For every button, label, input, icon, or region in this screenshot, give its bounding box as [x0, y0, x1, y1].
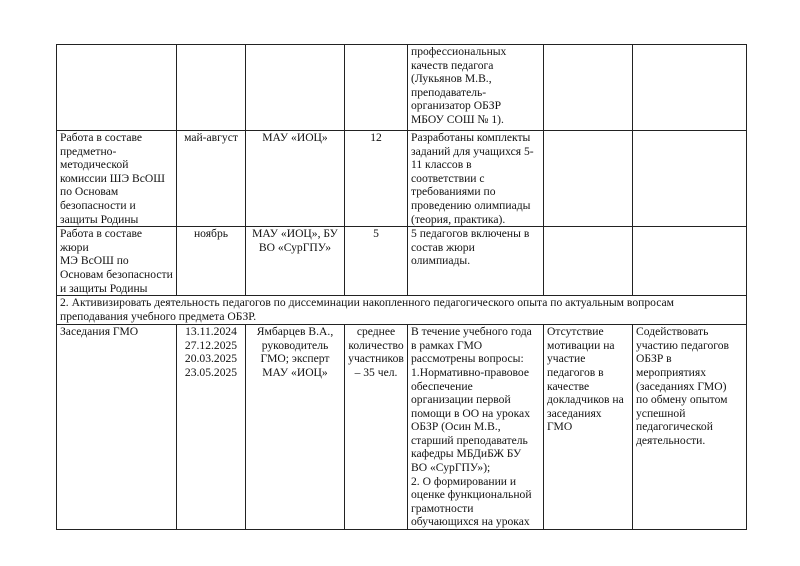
- cell-responsible: Ямбарцев В.А., руководитель ГМО; эксперт МАУ «ИОЦ»: [246, 325, 345, 530]
- cell-result: профессиональных качеств педагога (Лукьянов М.В., преподаватель- организатор ОБЗР МБОУ СОШ № 1).: [408, 45, 544, 131]
- cell-dates: 13.11.2024 27.12.2025 20.03.2025 23.05.2025: [177, 325, 246, 530]
- cell-responsible: [246, 45, 345, 131]
- cell-problems: [544, 45, 633, 131]
- cell-solutions: [633, 227, 747, 296]
- cell-problems: Отсутствие мотивации на участие педагогов в качестве докладчиков на заседаниях ГМО: [544, 325, 633, 530]
- cell-activity: Работа в составе жюри МЭ ВсОШ по Основам безопасности и защиты Родины: [57, 227, 177, 296]
- table-row: [57, 45, 747, 131]
- cell-solutions: [633, 45, 747, 131]
- cell-activity: Заседания ГМО: [57, 325, 177, 530]
- cell-participants: 5: [345, 227, 408, 296]
- cell-solutions: Содействовать участию педагогов ОБЗР в мероприятиях (заседаниях ГМО) по обмену опытом успешной педагогической деятельности.: [633, 325, 747, 530]
- cell-result: Разработаны комплекты заданий для учащихся 5- 11 классов в соответствии с требованиями по проведению олимпиады (теория, практика).: [408, 131, 544, 227]
- cell-participants: среднее количество участников – 35 чел.: [345, 325, 408, 530]
- cell-problems: [544, 131, 633, 227]
- cell-dates: май-август: [177, 131, 246, 227]
- cell-result: В течение учебного года в рамках ГМО рассмотрены вопросы: 1.Нормативно-правовое обеспечение организации первой помощи в ОО на уроках ОБЗР (Осин М.В., старший преподаватель кафедры МБДиБЖ БУ ВО «СурГПУ»); 2. О формировании и оценке функциональной грамотности обучающихся на уроках: [408, 325, 544, 530]
- section-heading-row: [57, 296, 747, 325]
- table-row: [57, 227, 747, 296]
- cell-participants: 12: [345, 131, 408, 227]
- cell-dates: ноябрь: [177, 227, 246, 296]
- cell-dates: [177, 45, 246, 131]
- cell-solutions: [633, 131, 747, 227]
- section-heading: 2. Активизировать деятельность педагогов по диссеминации накопленного педагогического опыта по актуальным вопросам преподавания учебного предмета ОБЗР.: [57, 296, 747, 325]
- table-row: [57, 131, 747, 227]
- cell-participants: [345, 45, 408, 131]
- cell-problems: [544, 227, 633, 296]
- table-row: [57, 325, 747, 530]
- cell-responsible: МАУ «ИОЦ», БУ ВО «СурГПУ»: [246, 227, 345, 296]
- report-table: [56, 44, 747, 530]
- cell-result: 5 педагогов включены в состав жюри олимпиады.: [408, 227, 544, 296]
- cell-responsible: МАУ «ИОЦ»: [246, 131, 345, 227]
- cell-activity: [57, 45, 177, 131]
- cell-activity: Работа в составе предметно- методической комиссии ШЭ ВсОШ по Основам безопасности и защиты Родины: [57, 131, 177, 227]
